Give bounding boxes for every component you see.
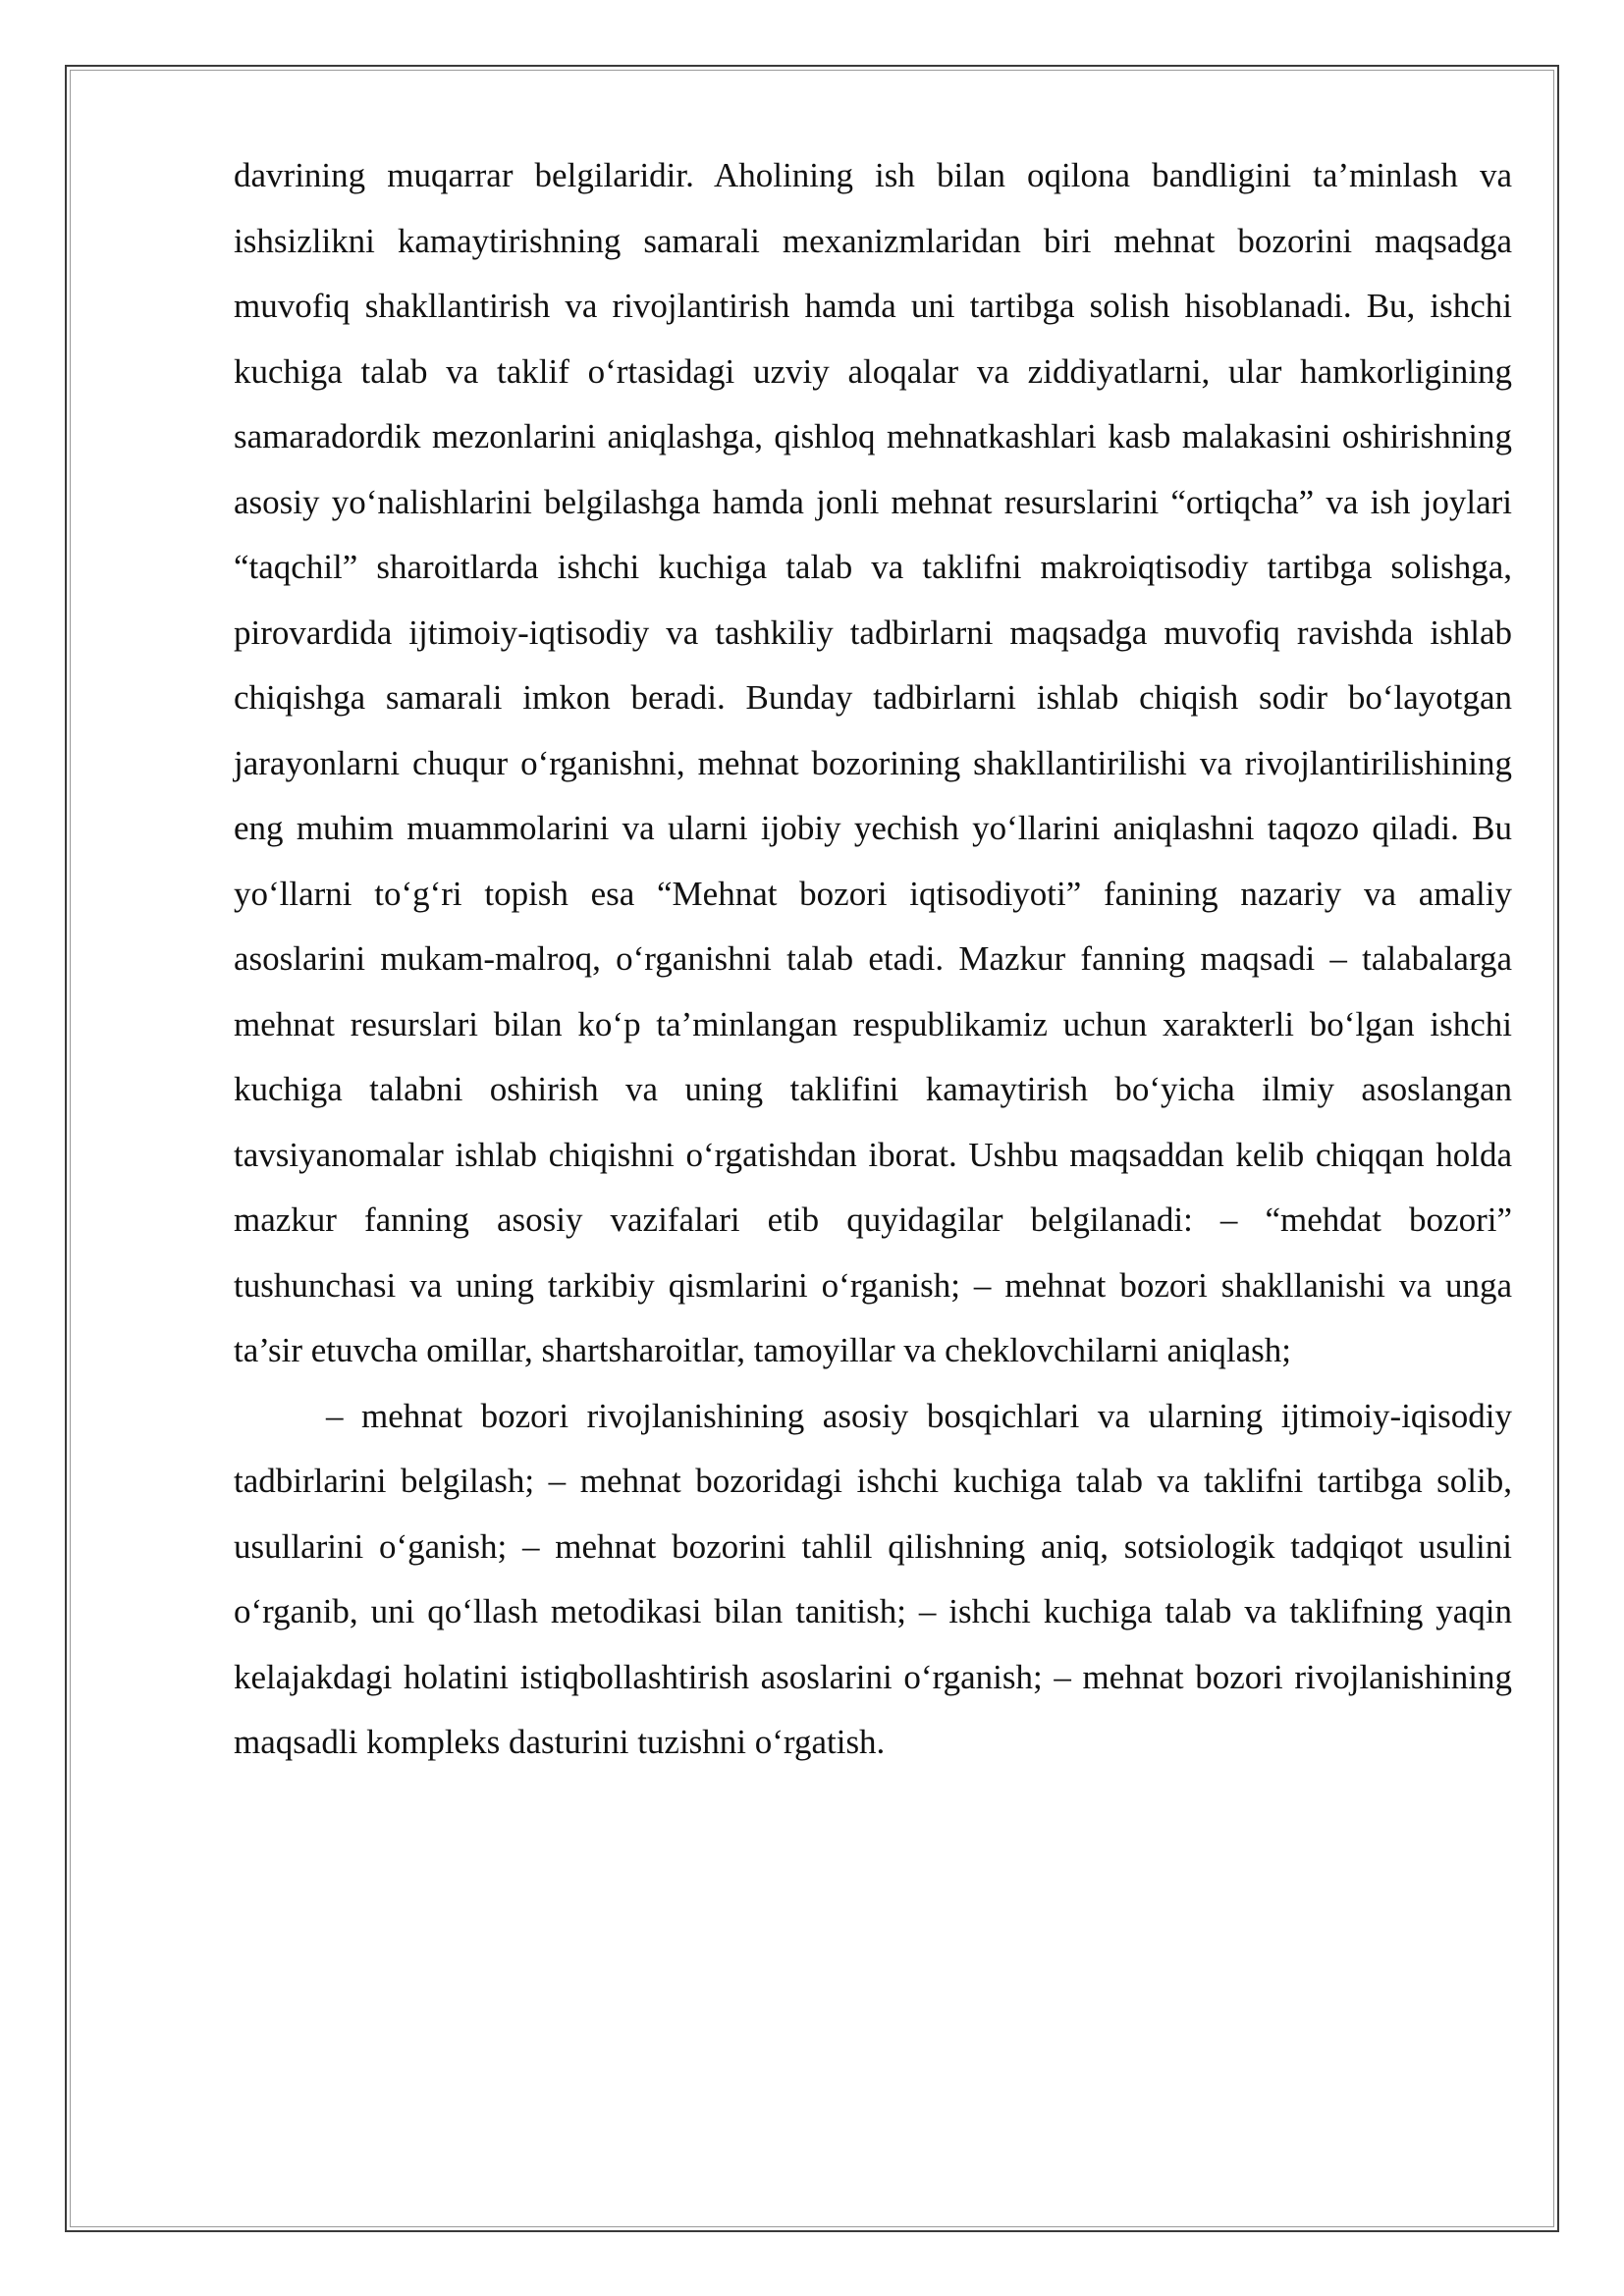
paragraph-1: davrining muqarrar belgilaridir. Aholining ish bilan oqilona bandligini ta’minlash va ishsizlikni kamaytirishning samarali mexanizmlaridan biri mehnat bozorini maqsadga muvofiq shakllantirish va rivojlantirish hamda uni tartibga solish hisoblanadi. Bu, ishchi kuchiga talab va taklif o‘rtasidagi uzviy aloqalar va ziddiyatlarni, ular hamkorligining samaradordik mezonlarini aniqlashga, qishloq mehnatkashlari kasb malakasini oshirishning asosiy yo‘nalishlarini belgilashga hamda jonli mehnat resurslarini “ortiqcha” va ish joylari “taqchil” sharoitlarda ishchi kuchiga talab va taklifni makroiqtisodiy tartibga solishga, pirovardida ijtimoiy-iqtisodiy va tashkiliy tadbirlarni maqsadga muvofiq ravishda ishlab chiqishga samarali imkon beradi. Bunday tadbirlarni ishlab chiqish sodir bo‘layotgan jarayonlarni chuqur o‘rganishni, mehnat bozorining shakllantirilishi va rivojlantirilishining eng muhim muammolarini va ularni ijobiy yechish yo‘llarini aniqlashni taqozo qiladi. Bu yo‘llarni to‘g‘ri topish esa “Mehnat bozori iqtisodiyoti” fanining nazariy va amaliy asoslarini mukam-malroq, o‘rganishni talab etadi. Mazkur fanning maqsadi – talabalarga mehnat resurslari bilan ko‘p ta’minlangan respublikamiz uchun xarakterli bo‘lgan ishchi kuchiga talabni oshirish va uning taklifini kamaytirish bo‘yicha ilmiy asoslangan tavsiyanomalar ishlab chiqishni o‘rgatishdan iborat. Ushbu maqsaddan kelib chiqqan holda mazkur fanning asosiy vazifalari etib quyidagilar belgilanadi: – “mehdat bozori” tushunchasi va uning tarkibiy qismlarini o‘rganish; – mehnat bozori shakllanishi va unga ta’sir etuvcha omillar, shartsharoitlar, tamoyillar va cheklovchilarni aniqlash;	[234, 156, 1512, 1369]
paragraph-2: – mehnat bozori rivojlanishining asosiy bosqichlari va ularning ijtimoiy-iqisodiy tadbirlarini belgilash; – mehnat bozoridagi ishchi kuchiga talab va taklifni tartibga solib, usullarini o‘ganish; – mehnat bozorini tahlil qilishning aniq, sotsiologik tadqiqot usulini o‘rganib, uni qo‘llash metodikasi bilan tanitish; – ishchi kuchiga talab va taklifning yaqin kelajakdagi holatini istiqbollashtirish asoslarini o‘rganish; – mehnat bozori rivojlanishining maqsadli kompleks dasturini tuzishni o‘rgatish.	[234, 1396, 1512, 1761]
document-body	[234, 143, 1512, 1776]
